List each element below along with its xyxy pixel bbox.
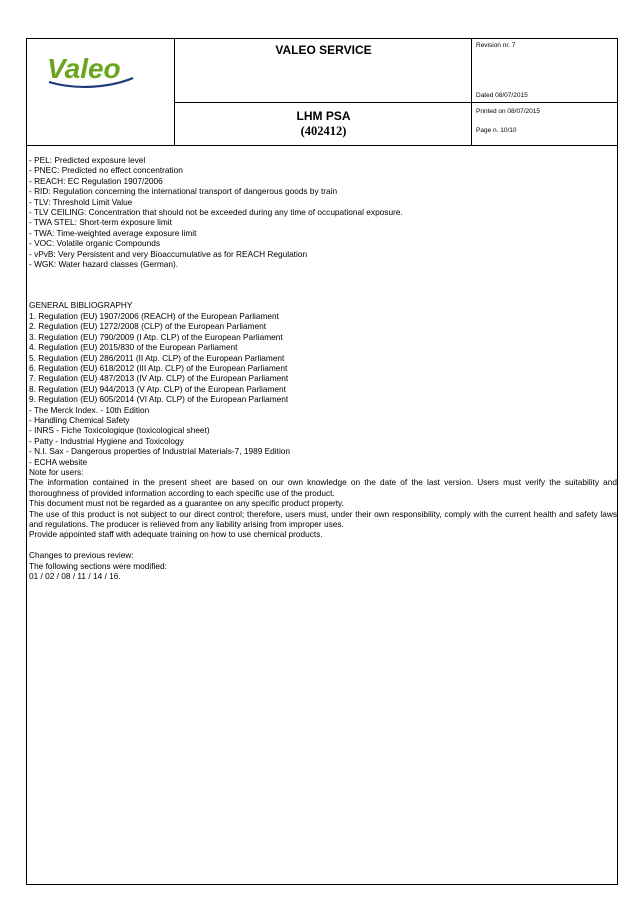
bibliography-item: 7. Regulation (EU) 487/2013 (IV Atp. CLP) of the European Parliament <box>29 373 289 384</box>
logo-cell <box>27 39 175 145</box>
bibliography-item: - INRS - Fiche Toxicologique (toxicological sheet) <box>29 425 210 436</box>
product-name: LHM PSA <box>296 109 351 123</box>
header-bottom-rule <box>27 145 617 146</box>
divider <box>472 102 617 103</box>
changes-sections: 01 / 02 / 08 / 11 / 14 / 16. <box>29 571 121 582</box>
note-title: Note for users: <box>29 466 84 477</box>
changes-subtitle: The following sections were modified: <box>29 560 167 571</box>
abbreviation-item: - PEL: Predicted exposure level <box>29 155 146 165</box>
document-header <box>27 39 617 146</box>
note-paragraph: This document must not be regarded as a guarantee on any specific product property. <box>29 498 344 509</box>
abbreviation-item: - TWA STEL: Short-term exposure limit <box>29 217 172 228</box>
logo-wordmark: Valeo <box>47 53 121 84</box>
abbreviation-item: - VOC: Volatile organic Compounds <box>29 238 160 249</box>
note-paragraph: The use of this product is not subject to our direct control; therefore, users must, under their own responsibility, comply with the current health and safety laws and regulations. The producer is relieved from any liability arising from improper uses. <box>29 508 617 529</box>
company-name: VALEO SERVICE <box>275 43 372 57</box>
page-number: Page n. 10/10 <box>476 127 517 134</box>
bibliography-item: 8. Regulation (EU) 944/2013 (V Atp. CLP) of the European Parliament <box>29 383 286 394</box>
bibliography-item: - Patty - Industrial Hygiene and Toxicology <box>29 435 184 446</box>
printed-on: Printed on 08/07/2015 <box>476 108 540 115</box>
note-paragraph: The information contained in the present sheet are based on our own knowledge on the date of the last version. Users must verify the suitability and thoroughness of provided information according to each specific use of the product. <box>29 477 617 498</box>
bibliography-item: 2. Regulation (EU) 1272/2008 (CLP) of the European Parliament <box>29 321 267 332</box>
bibliography-item: 6. Regulation (EU) 618/2012 (III Atp. CLP) of the European Parliament <box>29 362 288 373</box>
bibliography-title: GENERAL BIBLIOGRAPHY <box>29 300 133 311</box>
abbreviation-item: - vPvB: Very Persistent and very Bioaccumulative as for REACH Regulation <box>29 248 308 259</box>
title-cell <box>175 39 472 145</box>
document-body <box>29 155 617 581</box>
bibliography-item: - ECHA website <box>29 456 88 467</box>
changes-title: Changes to previous review: <box>29 550 134 561</box>
product-code: (402412) <box>300 124 347 138</box>
dated: Dated 08/07/2015 <box>476 92 528 99</box>
revision-cell <box>472 39 617 145</box>
bibliography-item: - Handling Chemical Safety <box>29 414 130 425</box>
abbreviation-item: - REACH: EC Regulation 1907/2006 <box>29 175 163 186</box>
abbreviation-item: - TLV: Threshold Limit Value <box>29 196 133 207</box>
bibliography-item: 1. Regulation (EU) 1907/2006 (REACH) of the European Parliament <box>29 310 279 321</box>
bibliography-item: 9. Regulation (EU) 605/2014 (VI Atp. CLP) of the European Parliament <box>29 394 289 405</box>
revision-number: Revision nr. 7 <box>476 42 516 49</box>
bibliography-item: 3. Regulation (EU) 790/2009 (I Atp. CLP) of the European Parliament <box>29 331 283 342</box>
bibliography-item: - The Merck Index. - 10th Edition <box>29 404 150 415</box>
abbreviation-item: - TLV CEILING: Concentration that should not be exceeded during any time of occupational exposure. <box>29 207 403 218</box>
valeo-logo <box>45 48 137 94</box>
bibliography-item: 4. Regulation (EU) 2015/830 of the European Parliament <box>29 342 238 353</box>
bibliography-item: 5. Regulation (EU) 286/2011 (II Atp. CLP) of the European Parliament <box>29 352 285 363</box>
document-frame <box>26 38 618 885</box>
bibliography-item: - N.I. Sax - Dangerous properties of Industrial Materials-7, 1989 Edition <box>29 446 291 457</box>
note-paragraph: Provide appointed staff with adequate training on how to use chemical products. <box>29 529 323 540</box>
abbreviation-item: - RID: Regulation concerning the international transport of dangerous goods by train <box>29 186 338 197</box>
abbreviation-item: - WGK: Water hazard classes (German). <box>29 259 179 270</box>
divider <box>175 102 472 103</box>
abbreviation-item: - TWA: Time-weighted average exposure limit <box>29 227 197 238</box>
abbreviation-item: - PNEC: Predicted no effect concentration <box>29 165 183 176</box>
